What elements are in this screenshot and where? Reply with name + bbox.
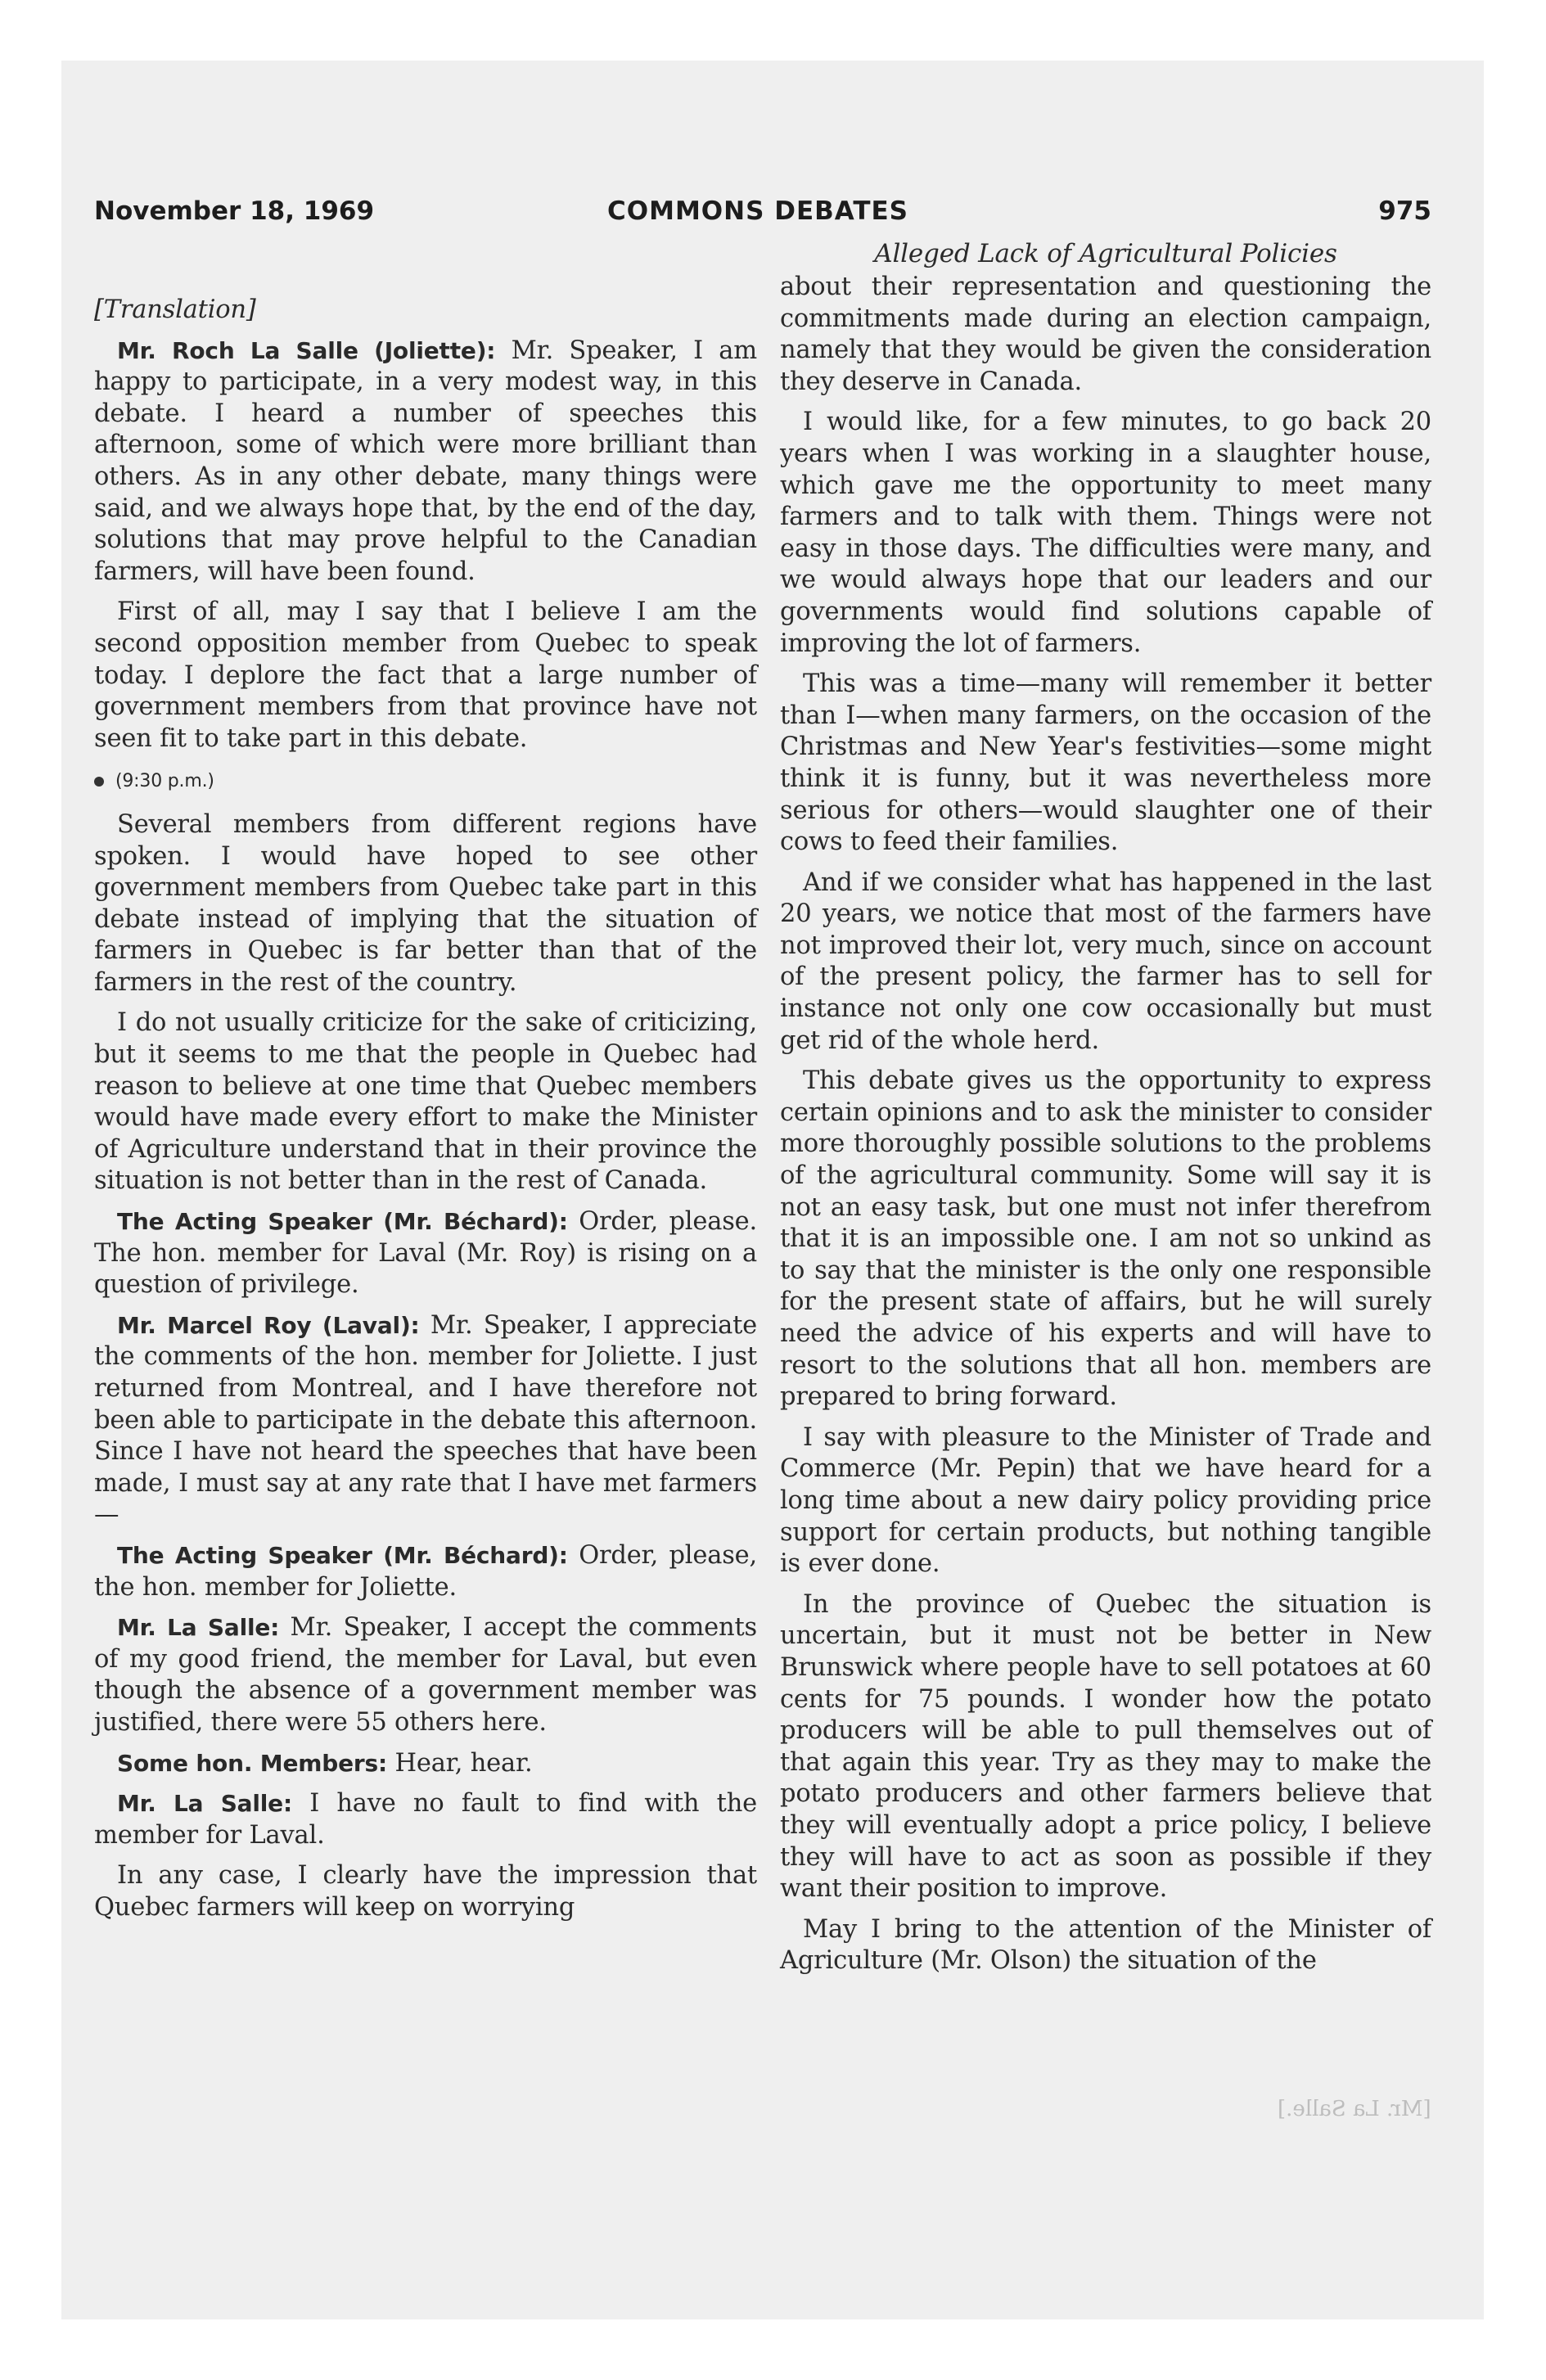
paragraph: This debate gives us the opportunity to express certain opinions and to ask the minister to consider more thoroughly possible solutions to the problems of the agricultural community. Some will say it is not an easy task, but one must not infer therefrom that it is an impossible one. I am not so unkind as to say that the minister is the only one responsible for the present state of affairs, but he will surely need the advice of his experts and will have to resort to the solutions that all hon. members are prepared to bring forward. <box>780 1066 1431 1412</box>
paragraph-text: I have no fault to find with the member for Laval. <box>94 1789 757 1850</box>
paragraph: I do not usually criticize for the sake of criticizing, but it seems to me that the people in Quebec had reason to believe at one time that Quebec members would have made every effort to make the Minister of Agriculture understand that in their province the situation is not better than in the rest of Canada. <box>94 1008 757 1196</box>
paragraph-text: Hear, hear. <box>386 1748 533 1778</box>
speaker-name: The Acting Speaker (Mr. Béchard): <box>117 1208 568 1236</box>
paragraph: Several members from different regions have spoken. I would have hoped to see other government members from Quebec take part in this debate instead of implying that the situation of farmers in Quebec is far better than that of the farmers in the rest of the country. <box>94 809 757 997</box>
speaker-name: Mr. La Salle: <box>117 1614 280 1642</box>
speaker-name: Some hon. Members: <box>117 1749 387 1777</box>
paragraph-text: Mr. Speaker, I accept the comments of my good friend, the member for Laval, but even though the absence of a government member was justified, there were 55 others here. <box>94 1613 757 1737</box>
speaker-name: Mr. Marcel Roy (Laval): <box>117 1311 420 1339</box>
header-page-number: 975 <box>1378 196 1431 226</box>
paragraph: I would like, for a few minutes, to go back 20 years when I was working in a slaughter house, which gave me the opportunity to meet many farmers and to talk with them. Things were not easy in those days. The difficulties were many, and we would always hope that our leaders and our governments would find solutions capable of improving the lot of farmers. <box>780 408 1431 658</box>
paragraph: about their representation and questioning the commitments made during an election campaign, namely that they would be given the consideration they deserve in Canada. <box>780 273 1431 396</box>
translation-tag: [Translation] <box>94 295 256 324</box>
time-text: (9:30 p.m.) <box>115 771 214 792</box>
paragraph: This was a time—many will remember it better than I—when many farmers, on the occasion of the Christmas and New Year's festivities—some might think it is funny, but it was nevertheless more serious for others—would slaughter one of their cows to feed their families. <box>780 669 1431 857</box>
paragraph <box>94 1540 757 1603</box>
paragraph: May I bring to the attention of the Minister of Agriculture (Mr. Olson) the situation of the <box>780 1914 1431 1976</box>
paragraph <box>94 336 757 588</box>
header-title: COMMONS DEBATES <box>607 196 908 226</box>
paragraph: And if we consider what has happened in the last 20 years, we notice that most of the farmers have not improved their lot, very much, since on account of the present policy, the farmer has to sell for instance not only one cow occasionally but must get rid of the whole herd. <box>780 868 1431 1055</box>
paragraph: I say with pleasure to the Minister of Trade and Commerce (Mr. Pepin) that we have heard for a long time about a new dairy policy providing price support for certain products, but nothing tangible is ever done. <box>780 1422 1431 1579</box>
left-column <box>94 295 757 1933</box>
paragraph: In the province of Quebec the situation is uncertain, but it must not be better in New Brunswick where people have to sell potatoes at 60 cents for 75 pounds. I wonder how the potato producers will be able to pull themselves out of that again this year. Try as they may to make the potato producers and other farmers believe that they will eventually adopt a price policy, I believe they will have to act as soon as possible if they want their position to improve. <box>780 1589 1431 1904</box>
running-head: Alleged Lack of Agricultural Policies <box>874 239 1337 268</box>
paragraph: First of all, may I say that I believe I am the second opposition member from Quebec to speak today. I deplore the fact that a large number of government members from that province have not seen fit to take part in this debate. <box>94 597 757 753</box>
time-marker <box>94 766 757 798</box>
paragraph: In any case, I clearly have the impression that Quebec farmers will keep on worrying <box>94 1861 757 1922</box>
paragraph-text: Mr. Speaker, I am happy to participate, in a very modest way, in this debate. I heard a number of speeches this afternoon, some of which were more brilliant than others. As in any other debate, many things were said, and we always hope that, by the end of the day, solutions that may prove helpful to the Canadian farmers, will have been found. <box>94 336 757 586</box>
page-header <box>94 196 1431 237</box>
speaker-name: The Acting Speaker (Mr. Béchard): <box>117 1541 568 1569</box>
speaker-name: Mr. La Salle: <box>117 1790 292 1818</box>
paragraph <box>94 1612 757 1738</box>
paragraph-text: Mr. Speaker, I appreciate the comments of the hon. member for Joliette. I just returned from Montreal, and I have therefore not been able to participate in the debate this afternoon. Since I have not heard the speeches that have been made, I must say at any rate that I have met farmers— <box>94 1310 757 1530</box>
paragraph <box>94 1206 757 1301</box>
bullet-icon <box>94 777 104 787</box>
paragraph <box>94 1748 757 1780</box>
paragraph <box>94 1788 757 1851</box>
header-date: November 18, 1969 <box>94 196 375 226</box>
paragraph-text: Order, please, the hon. member for Joliette. <box>94 1540 757 1602</box>
right-column <box>780 237 1431 1986</box>
speaker-name: Mr. Roch La Salle (Joliette): <box>117 336 496 364</box>
footer-speaker-tag: [Mr. La Salle.] <box>1278 2097 1431 2121</box>
paragraph-text: Order, please. The hon. member for Laval (Mr. Roy) is rising on a question of privilege. <box>94 1207 757 1300</box>
paragraph <box>94 1310 757 1531</box>
document-page <box>94 196 1431 2121</box>
